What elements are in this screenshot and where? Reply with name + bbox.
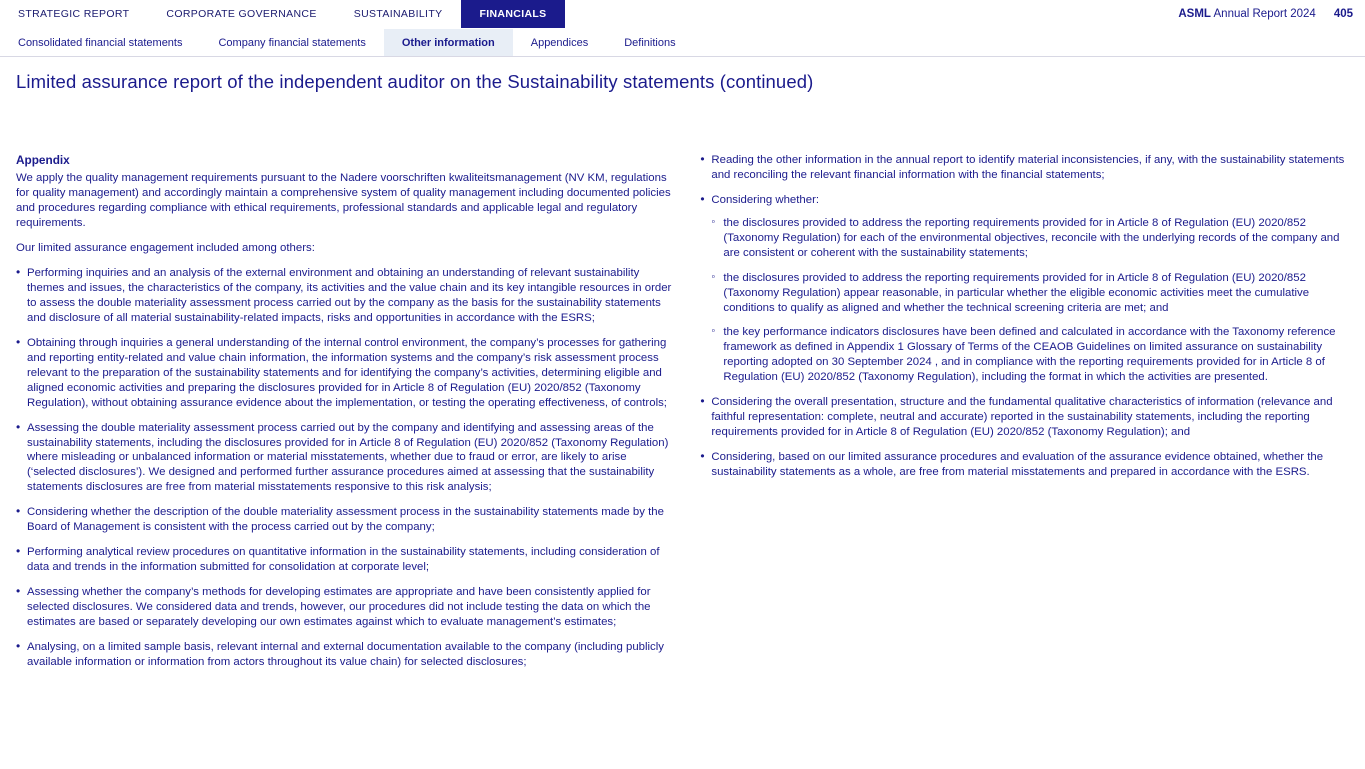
nav-tab-sustainability[interactable]: SUSTAINABILITY (336, 0, 462, 28)
report-label: Annual Report 2024 (1213, 8, 1316, 20)
right-bullet-list (700, 153, 1349, 480)
left-bullet-list (16, 266, 676, 670)
list-item: • Performing inquiries and an analysis of the external environment and obtaining an understanding of relevant sustainability themes and issues, the characteristics of the company, its activities and the value chain and its key intangible resources in order to assess the double materiality assessment process carried out by the company as the basis for the sustainability statements and disclosure of all material sustainability-related impacts, risks and opportunities in accordance with the ESRS; (16, 266, 676, 326)
nav-tab-strategic-report[interactable]: STRATEGIC REPORT (0, 0, 148, 28)
list-item: • Assessing whether the company’s methods for developing estimates are appropriate and have been consistently applied for selected disclosures. We considered data and trends, however, our procedures did not include testing the data on which the estimates are based or separately developing our own estimates against which to evaluate management’s estimates; (16, 585, 676, 630)
subnav-tab-company-financial-statements[interactable]: Company financial statements (218, 36, 366, 49)
appendix-paragraph-2: Our limited assurance engagement included among others: (16, 242, 315, 255)
left-column (16, 153, 676, 680)
list-item: • Performing analytical review procedures on quantitative information in the sustainability statements, including consideration of data and trends in the information submitted for consolidation at corporate level; (16, 545, 676, 575)
appendix-paragraph-1: We apply the quality management requirements pursuant to the Nadere voorschriften kwaliteitsmanagement (NV KM, regulations for quality management) and accordingly maintain a comprehensive system of quality management including documented policies and procedures regarding compliance with ethical requirements, professional standards and applicable legal and regulatory requirements. (16, 172, 671, 230)
brand-name: ASML (1178, 8, 1211, 20)
list-item: • Considering, based on our limited assurance procedures and evaluation of the assurance evidence obtained, whether the sustainability statements as a whole, are free from material misstatements and prepared in accordance with the ESRS. (700, 450, 1349, 480)
primary-navigation (0, 0, 1365, 29)
subnav-tab-definitions[interactable]: Definitions (624, 36, 676, 49)
report-identifier (1178, 0, 1365, 28)
page-title: Limited assurance report of the independent auditor on the Sustainability statements (continued) (16, 71, 814, 92)
right-sub-bullet-list (711, 216, 1349, 385)
list-item-with-subitems (700, 193, 1349, 385)
appendix-heading: Appendix (16, 153, 70, 167)
list-item: • Considering whether the description of the double materiality assessment process in the sustainability statements made by the Board of Management is consistent with the process carried out by the company; (16, 505, 676, 535)
sub-list-item: ◦ the key performance indicators disclosures have been defined and calculated in accordance with the Taxonomy reference framework as defined in Appendix 1 Glossary of Terms of the CEAOB Guidelines on limited assurance on sustainability reporting adopted on 30 September 2024 , and in compliance with the reporting requirements provided for in Article 8 of Regulation (EU) 2020/852 (Taxonomy Regulation), including the format in which the activities are presented. (711, 325, 1349, 385)
list-item: • Assessing the double materiality assessment process carried out by the company and identifying and assessing areas of the sustainability statements, including the disclosures provided for in Article 8 of Regulation (EU) 2020/852 (Taxonomy Regulation) where misleading or unbalanced information or material misstatements, whether due to fraud or error, are likely to arise (‘selected disclosures’). We designed and performed further assurance procedures aimed at assessing that the sustainability statements disclosures are free from material misstatements responsive to this risk analysis; (16, 421, 676, 496)
subnav-tab-appendices[interactable]: Appendices (530, 36, 589, 49)
nav-tab-corporate-governance[interactable]: CORPORATE GOVERNANCE (148, 0, 335, 28)
document-body (0, 153, 1365, 680)
list-item: • Analysing, on a limited sample basis, relevant internal and external documentation available to the company (including publicly available information or information from actors throughout its value chain) for selected disclosures; (16, 640, 676, 670)
list-item-intro: Considering whether: (711, 193, 820, 206)
report-title-group (1178, 8, 1315, 20)
sub-list-item: ◦ the disclosures provided to address the reporting requirements provided for in Article 8 of Regulation (EU) 2020/852 (Taxonomy Regulation) appear reasonable, in particular whether the eligible economic activities meet the cumulative conditions to qualify as aligned and whether the technical screening criteria are met; and (711, 271, 1349, 316)
subnav-tab-consolidated-financial-statements[interactable]: Consolidated financial statements (18, 36, 183, 49)
list-item: • Obtaining through inquiries a general understanding of the internal control environment, the company’s processes for gathering and reporting entity-related and value chain information, the information systems and the company’s risk assessment process relevant to the preparation of the sustainability statements and for identifying the company’s activities, determining eligible and aligned economic activities and preparing the disclosures provided for in Article 8 of Regulation (EU) 2020/852 (Taxonomy Regulation), without obtaining assurance evidence about the implementation, or testing the operating effectiveness, of controls; (16, 336, 676, 411)
list-item: • Considering the overall presentation, structure and the fundamental qualitative characteristics of information (relevance and faithful representation: complete, neutral and accurate) reported in the sustainability statements, including the reporting requirements provided for in Article 8 of Regulation (EU) 2020/852 (Taxonomy Regulation); and (700, 395, 1349, 440)
nav-tab-financials[interactable]: FINANCIALS (461, 0, 565, 28)
right-column (700, 153, 1349, 680)
secondary-navigation (0, 29, 1365, 57)
sub-list-item: ◦ the disclosures provided to address the reporting requirements provided for in Article 8 of Regulation (EU) 2020/852 (Taxonomy Regulation) for each of the environmental objectives, reconcile with the underlying records of the company and are consistent or coherent with the sustainability statements; (711, 216, 1349, 261)
primary-navigation-tabs (0, 0, 566, 28)
page-number: 405 (1333, 8, 1353, 20)
subnav-tab-other-information[interactable]: Other information (384, 29, 513, 56)
list-item: • Reading the other information in the annual report to identify material inconsistencies, if any, with the sustainability statements and reconciling the relevant financial information with the financial statements; (700, 153, 1349, 183)
